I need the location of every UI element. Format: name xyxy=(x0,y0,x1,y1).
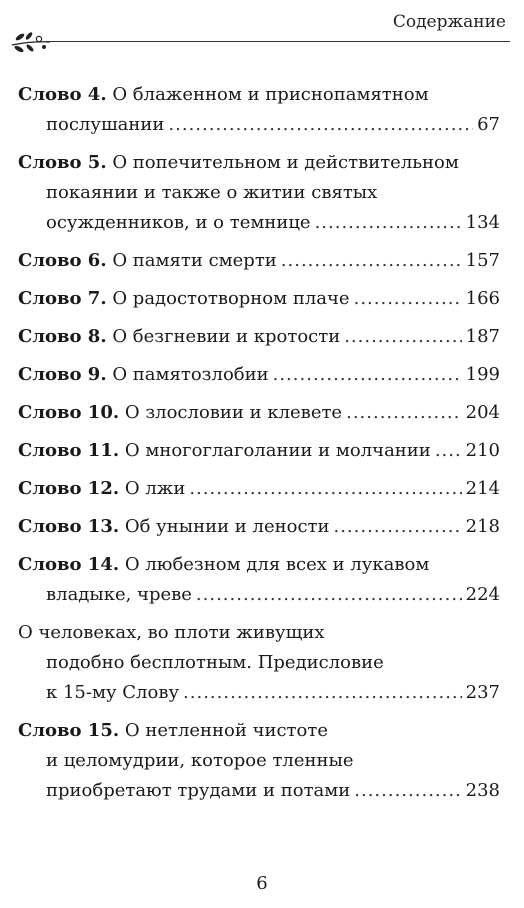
toc-entry-title: и целомудрии, которое тленные xyxy=(46,750,354,771)
toc-entry-label: Слово 14. xyxy=(18,554,120,575)
toc-entry-label: Слово 8. xyxy=(18,326,107,347)
toc-page-number: 224 xyxy=(465,584,500,605)
toc-entry xyxy=(18,246,500,276)
toc-entry-last-line xyxy=(46,208,500,238)
toc-entry-last-line xyxy=(18,284,500,314)
toc-entry-title: О радостотворном плаче xyxy=(112,288,350,309)
toc-entry-title: О многоглаголании и молчании xyxy=(124,440,431,461)
toc-entry xyxy=(18,398,500,428)
toc-entry-title: владыке, чреве xyxy=(46,584,192,605)
toc-entry-label: Слово 6. xyxy=(18,250,107,271)
toc-page-number: 218 xyxy=(465,516,500,537)
toc-entry-line xyxy=(18,746,500,776)
toc-page-number: 204 xyxy=(465,402,500,423)
toc-entry-last-line xyxy=(46,580,500,610)
toc-entry-last-line xyxy=(18,398,500,428)
toc-entry-label: Слово 12. xyxy=(18,478,120,499)
dot-leader xyxy=(168,110,473,140)
toc-entry xyxy=(18,436,500,466)
toc-entry-last-line xyxy=(18,322,500,352)
toc-page-number: 67 xyxy=(477,114,500,135)
toc-page-number: 134 xyxy=(465,212,500,233)
dot-leader xyxy=(354,776,461,806)
toc-entry-title: Об унынии и лености xyxy=(124,516,330,537)
toc-entry-last-line xyxy=(18,512,500,542)
table-of-contents xyxy=(18,80,500,814)
dot-leader xyxy=(333,512,461,542)
toc-page-number: 199 xyxy=(465,364,500,385)
page-number: 6 xyxy=(256,873,268,894)
dot-leader xyxy=(281,246,462,276)
toc-entry xyxy=(18,716,500,806)
toc-page-number: 166 xyxy=(465,288,500,309)
toc-entry-title: к 15-му Слову xyxy=(46,682,180,703)
toc-entry xyxy=(18,322,500,352)
running-header xyxy=(0,0,524,50)
toc-entry-line xyxy=(18,80,500,110)
toc-entry-last-line xyxy=(18,246,500,276)
toc-entry-last-line xyxy=(18,474,500,504)
toc-entry-last-line xyxy=(46,776,500,806)
dot-leader xyxy=(344,322,461,352)
toc-entry-title: приобретают трудами и потами xyxy=(46,780,351,801)
toc-entry-title: подобно бесплотным. Предисловие xyxy=(46,652,384,673)
dot-leader xyxy=(354,284,462,314)
toc-entry xyxy=(18,148,500,238)
toc-entry-line xyxy=(18,148,500,178)
toc-entry-title: О безгневии и кротости xyxy=(112,326,341,347)
toc-entry-label: Слово 15. xyxy=(18,720,120,741)
toc-entry-title: О любезном для всех и лукавом xyxy=(124,554,430,575)
header-rule xyxy=(46,41,510,42)
toc-entry xyxy=(18,512,500,542)
toc-page-number: 238 xyxy=(465,780,500,801)
toc-page-number: 214 xyxy=(465,478,500,499)
toc-entry-title: покаянии и также о житии святых xyxy=(46,182,378,203)
header-title: Содержание xyxy=(392,12,506,32)
toc-entry xyxy=(18,550,500,610)
toc-entry-title: осужденников, и о темнице xyxy=(46,212,311,233)
toc-entry xyxy=(18,474,500,504)
toc-entry-label: Слово 13. xyxy=(18,516,120,537)
toc-entry-line xyxy=(18,716,500,746)
toc-entry xyxy=(18,360,500,390)
toc-entry xyxy=(18,284,500,314)
toc-entry-title: О блаженном и приснопамятном xyxy=(112,84,429,105)
toc-entry-last-line xyxy=(18,436,500,466)
toc-entry xyxy=(18,80,500,140)
toc-entry-title: послушании xyxy=(46,114,165,135)
toc-entry-title: О памяти смерти xyxy=(112,250,277,271)
dot-leader xyxy=(196,580,462,610)
toc-page-number: 157 xyxy=(465,250,500,271)
dot-leader xyxy=(189,474,461,504)
toc-entry-label: Слово 5. xyxy=(18,152,107,173)
toc-entry xyxy=(18,618,500,708)
toc-page-number: 187 xyxy=(465,326,500,347)
toc-entry-label: Слово 9. xyxy=(18,364,107,385)
dot-leader xyxy=(346,398,462,428)
toc-entry-line xyxy=(18,178,500,208)
toc-entry-title: О человеках, во плоти живущих xyxy=(18,622,325,643)
toc-entry-line xyxy=(18,618,500,648)
dot-leader xyxy=(273,360,462,390)
toc-entry-title: О памятозлобии xyxy=(112,364,269,385)
toc-entry-title: О нетленной чистоте xyxy=(124,720,328,741)
toc-entry-label: Слово 7. xyxy=(18,288,107,309)
toc-entry-label: Слово 11. xyxy=(18,440,120,461)
toc-entry-title: О попечительном и действительном xyxy=(112,152,459,173)
toc-entry-line xyxy=(18,648,500,678)
toc-entry-last-line xyxy=(46,678,500,708)
toc-entry-title: О лжи xyxy=(124,478,186,499)
toc-entry-last-line xyxy=(18,360,500,390)
toc-page-number: 237 xyxy=(465,682,500,703)
toc-entry-label: Слово 10. xyxy=(18,402,120,423)
dot-leader xyxy=(435,436,462,466)
olive-branch-ornament-icon xyxy=(8,27,52,53)
toc-entry-title: О злословии и клевете xyxy=(124,402,343,423)
dot-leader xyxy=(315,208,462,238)
toc-entry-last-line xyxy=(46,110,500,140)
toc-page-number: 210 xyxy=(465,440,500,461)
toc-entry-label: Слово 4. xyxy=(18,84,107,105)
dot-leader xyxy=(183,678,462,708)
toc-entry-line xyxy=(18,550,500,580)
